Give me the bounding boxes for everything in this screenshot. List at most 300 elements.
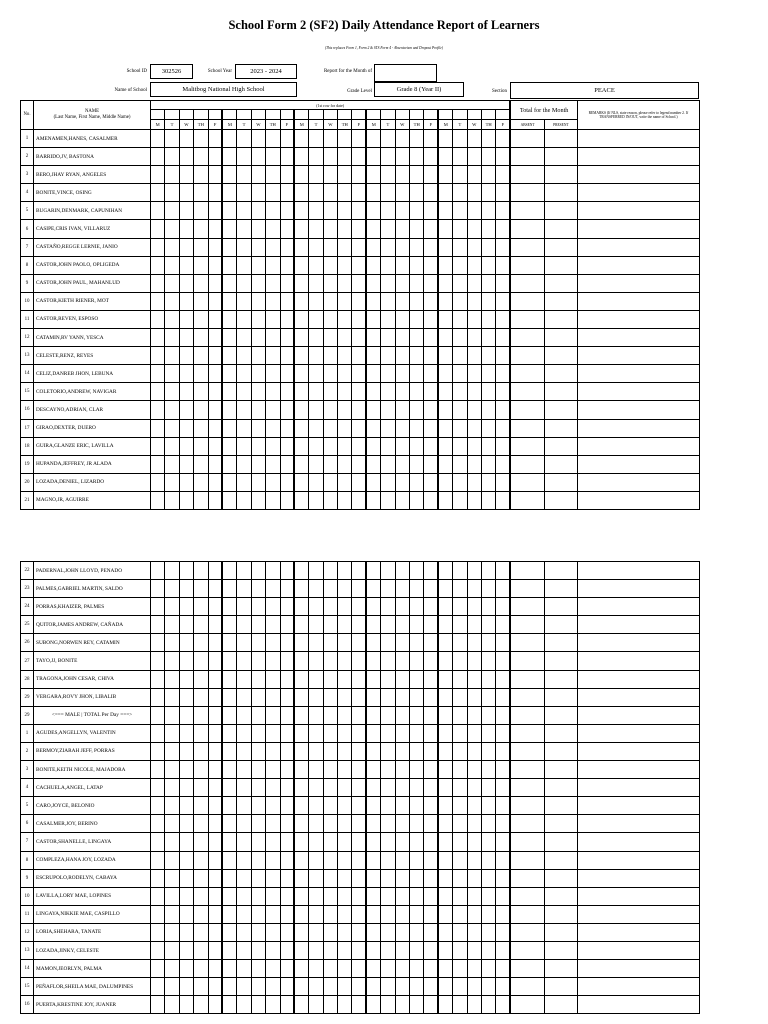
attendance-cell[interactable]	[294, 941, 308, 959]
attendance-cell[interactable]	[352, 851, 366, 869]
attendance-cell[interactable]	[266, 401, 280, 419]
present-total-cell[interactable]	[544, 347, 577, 365]
attendance-cell[interactable]	[467, 310, 481, 328]
attendance-cell[interactable]	[280, 202, 294, 220]
attendance-cell[interactable]	[280, 455, 294, 473]
attendance-cell[interactable]	[381, 148, 395, 166]
attendance-cell[interactable]	[237, 473, 251, 491]
absent-total-cell[interactable]	[510, 238, 544, 256]
absent-total-cell[interactable]	[510, 652, 544, 670]
attendance-cell[interactable]	[294, 220, 308, 238]
attendance-cell[interactable]	[323, 887, 337, 905]
attendance-cell[interactable]	[194, 688, 208, 706]
attendance-cell[interactable]	[294, 706, 308, 724]
attendance-cell[interactable]	[410, 166, 424, 184]
attendance-cell[interactable]	[309, 706, 323, 724]
attendance-cell[interactable]	[381, 779, 395, 797]
attendance-cell[interactable]	[266, 851, 280, 869]
attendance-cell[interactable]	[467, 329, 481, 347]
attendance-cell[interactable]	[237, 941, 251, 959]
date-cell[interactable]	[338, 110, 352, 120]
attendance-cell[interactable]	[323, 347, 337, 365]
remarks-cell[interactable]	[577, 779, 699, 797]
attendance-cell[interactable]	[352, 761, 366, 779]
attendance-cell[interactable]	[151, 347, 165, 365]
attendance-cell[interactable]	[352, 996, 366, 1014]
attendance-cell[interactable]	[352, 978, 366, 996]
attendance-cell[interactable]	[481, 616, 495, 634]
remarks-cell[interactable]	[577, 598, 699, 616]
attendance-cell[interactable]	[381, 724, 395, 742]
attendance-cell[interactable]	[438, 761, 452, 779]
attendance-cell[interactable]	[410, 815, 424, 833]
attendance-cell[interactable]	[294, 905, 308, 923]
attendance-cell[interactable]	[395, 779, 409, 797]
attendance-cell[interactable]	[309, 616, 323, 634]
attendance-cell[interactable]	[395, 869, 409, 887]
attendance-cell[interactable]	[481, 941, 495, 959]
attendance-cell[interactable]	[395, 292, 409, 310]
attendance-cell[interactable]	[496, 851, 510, 869]
attendance-cell[interactable]	[424, 365, 438, 383]
attendance-cell[interactable]	[323, 383, 337, 401]
attendance-cell[interactable]	[496, 634, 510, 652]
attendance-cell[interactable]	[280, 670, 294, 688]
attendance-cell[interactable]	[467, 184, 481, 202]
attendance-cell[interactable]	[179, 960, 193, 978]
attendance-cell[interactable]	[280, 761, 294, 779]
attendance-cell[interactable]	[366, 742, 380, 760]
attendance-cell[interactable]	[381, 274, 395, 292]
attendance-cell[interactable]	[179, 220, 193, 238]
attendance-cell[interactable]	[222, 598, 236, 616]
attendance-cell[interactable]	[438, 365, 452, 383]
remarks-cell[interactable]	[577, 148, 699, 166]
date-cell[interactable]	[294, 110, 308, 120]
attendance-cell[interactable]	[266, 310, 280, 328]
attendance-cell[interactable]	[496, 833, 510, 851]
absent-total-cell[interactable]	[510, 562, 544, 580]
attendance-cell[interactable]	[338, 274, 352, 292]
attendance-cell[interactable]	[151, 815, 165, 833]
attendance-cell[interactable]	[266, 184, 280, 202]
absent-total-cell[interactable]	[510, 292, 544, 310]
attendance-cell[interactable]	[381, 329, 395, 347]
attendance-cell[interactable]	[165, 473, 179, 491]
attendance-cell[interactable]	[381, 652, 395, 670]
attendance-cell[interactable]	[165, 130, 179, 148]
attendance-cell[interactable]	[251, 437, 265, 455]
attendance-cell[interactable]	[438, 887, 452, 905]
remarks-cell[interactable]	[577, 797, 699, 815]
absent-total-cell[interactable]	[510, 996, 544, 1014]
attendance-cell[interactable]	[208, 329, 222, 347]
attendance-cell[interactable]	[453, 491, 467, 509]
attendance-cell[interactable]	[179, 580, 193, 598]
attendance-cell[interactable]	[481, 238, 495, 256]
attendance-cell[interactable]	[366, 598, 380, 616]
attendance-cell[interactable]	[294, 851, 308, 869]
attendance-cell[interactable]	[424, 634, 438, 652]
attendance-cell[interactable]	[208, 616, 222, 634]
attendance-cell[interactable]	[381, 869, 395, 887]
attendance-cell[interactable]	[165, 274, 179, 292]
attendance-cell[interactable]	[194, 670, 208, 688]
attendance-cell[interactable]	[352, 616, 366, 634]
attendance-cell[interactable]	[151, 616, 165, 634]
attendance-cell[interactable]	[151, 365, 165, 383]
remarks-cell[interactable]	[577, 383, 699, 401]
attendance-cell[interactable]	[366, 652, 380, 670]
attendance-cell[interactable]	[338, 905, 352, 923]
attendance-cell[interactable]	[410, 184, 424, 202]
attendance-cell[interactable]	[496, 256, 510, 274]
attendance-cell[interactable]	[467, 869, 481, 887]
attendance-cell[interactable]	[266, 688, 280, 706]
attendance-cell[interactable]	[338, 401, 352, 419]
attendance-cell[interactable]	[294, 634, 308, 652]
attendance-cell[interactable]	[151, 598, 165, 616]
absent-total-cell[interactable]	[510, 383, 544, 401]
attendance-cell[interactable]	[208, 724, 222, 742]
attendance-cell[interactable]	[151, 851, 165, 869]
attendance-cell[interactable]	[208, 491, 222, 509]
attendance-cell[interactable]	[194, 978, 208, 996]
absent-total-cell[interactable]	[510, 274, 544, 292]
attendance-cell[interactable]	[165, 833, 179, 851]
present-total-cell[interactable]	[544, 274, 577, 292]
attendance-cell[interactable]	[467, 887, 481, 905]
attendance-cell[interactable]	[453, 562, 467, 580]
attendance-cell[interactable]	[151, 905, 165, 923]
attendance-cell[interactable]	[151, 869, 165, 887]
attendance-cell[interactable]	[453, 742, 467, 760]
attendance-cell[interactable]	[453, 652, 467, 670]
attendance-cell[interactable]	[424, 491, 438, 509]
attendance-cell[interactable]	[151, 419, 165, 437]
attendance-cell[interactable]	[323, 652, 337, 670]
attendance-cell[interactable]	[179, 491, 193, 509]
attendance-cell[interactable]	[366, 166, 380, 184]
present-total-cell[interactable]	[544, 851, 577, 869]
attendance-cell[interactable]	[222, 437, 236, 455]
attendance-cell[interactable]	[410, 220, 424, 238]
attendance-cell[interactable]	[338, 238, 352, 256]
attendance-cell[interactable]	[338, 220, 352, 238]
present-total-cell[interactable]	[544, 706, 577, 724]
attendance-cell[interactable]	[280, 473, 294, 491]
attendance-cell[interactable]	[453, 779, 467, 797]
attendance-cell[interactable]	[410, 491, 424, 509]
remarks-cell[interactable]	[577, 688, 699, 706]
absent-total-cell[interactable]	[510, 419, 544, 437]
attendance-cell[interactable]	[467, 401, 481, 419]
attendance-cell[interactable]	[280, 634, 294, 652]
attendance-cell[interactable]	[266, 833, 280, 851]
attendance-cell[interactable]	[323, 329, 337, 347]
attendance-cell[interactable]	[151, 437, 165, 455]
attendance-cell[interactable]	[453, 148, 467, 166]
attendance-cell[interactable]	[410, 401, 424, 419]
attendance-cell[interactable]	[194, 905, 208, 923]
attendance-cell[interactable]	[151, 978, 165, 996]
attendance-cell[interactable]	[410, 851, 424, 869]
attendance-cell[interactable]	[266, 562, 280, 580]
absent-total-cell[interactable]	[510, 797, 544, 815]
attendance-cell[interactable]	[395, 184, 409, 202]
attendance-cell[interactable]	[381, 455, 395, 473]
attendance-cell[interactable]	[237, 833, 251, 851]
attendance-cell[interactable]	[338, 761, 352, 779]
attendance-cell[interactable]	[251, 616, 265, 634]
attendance-cell[interactable]	[395, 941, 409, 959]
attendance-cell[interactable]	[338, 851, 352, 869]
attendance-cell[interactable]	[309, 797, 323, 815]
attendance-cell[interactable]	[208, 688, 222, 706]
attendance-cell[interactable]	[237, 905, 251, 923]
attendance-cell[interactable]	[481, 184, 495, 202]
attendance-cell[interactable]	[266, 887, 280, 905]
present-total-cell[interactable]	[544, 329, 577, 347]
attendance-cell[interactable]	[467, 598, 481, 616]
present-total-cell[interactable]	[544, 833, 577, 851]
attendance-cell[interactable]	[208, 256, 222, 274]
attendance-cell[interactable]	[352, 202, 366, 220]
attendance-cell[interactable]	[338, 779, 352, 797]
attendance-cell[interactable]	[179, 996, 193, 1014]
attendance-cell[interactable]	[453, 347, 467, 365]
attendance-cell[interactable]	[280, 256, 294, 274]
present-total-cell[interactable]	[544, 166, 577, 184]
attendance-cell[interactable]	[309, 905, 323, 923]
attendance-cell[interactable]	[165, 797, 179, 815]
present-total-cell[interactable]	[544, 869, 577, 887]
attendance-cell[interactable]	[424, 202, 438, 220]
attendance-cell[interactable]	[366, 580, 380, 598]
attendance-cell[interactable]	[280, 383, 294, 401]
attendance-cell[interactable]	[194, 887, 208, 905]
absent-total-cell[interactable]	[510, 670, 544, 688]
attendance-cell[interactable]	[338, 202, 352, 220]
attendance-cell[interactable]	[438, 220, 452, 238]
remarks-cell[interactable]	[577, 960, 699, 978]
attendance-cell[interactable]	[309, 652, 323, 670]
attendance-cell[interactable]	[194, 274, 208, 292]
attendance-cell[interactable]	[395, 491, 409, 509]
attendance-cell[interactable]	[481, 130, 495, 148]
attendance-cell[interactable]	[381, 634, 395, 652]
attendance-cell[interactable]	[496, 797, 510, 815]
attendance-cell[interactable]	[266, 815, 280, 833]
attendance-cell[interactable]	[338, 833, 352, 851]
remarks-cell[interactable]	[577, 616, 699, 634]
attendance-cell[interactable]	[366, 761, 380, 779]
attendance-cell[interactable]	[179, 779, 193, 797]
attendance-cell[interactable]	[352, 887, 366, 905]
attendance-cell[interactable]	[237, 184, 251, 202]
attendance-cell[interactable]	[467, 148, 481, 166]
attendance-cell[interactable]	[294, 652, 308, 670]
attendance-cell[interactable]	[251, 869, 265, 887]
attendance-cell[interactable]	[338, 960, 352, 978]
attendance-cell[interactable]	[366, 130, 380, 148]
attendance-cell[interactable]	[222, 996, 236, 1014]
attendance-cell[interactable]	[323, 274, 337, 292]
attendance-cell[interactable]	[165, 202, 179, 220]
attendance-cell[interactable]	[323, 815, 337, 833]
attendance-cell[interactable]	[395, 401, 409, 419]
attendance-cell[interactable]	[438, 184, 452, 202]
attendance-cell[interactable]	[165, 437, 179, 455]
attendance-cell[interactable]	[323, 238, 337, 256]
date-cell[interactable]	[194, 110, 208, 120]
attendance-cell[interactable]	[424, 184, 438, 202]
attendance-cell[interactable]	[165, 869, 179, 887]
attendance-cell[interactable]	[410, 437, 424, 455]
attendance-cell[interactable]	[194, 652, 208, 670]
absent-total-cell[interactable]	[510, 960, 544, 978]
absent-total-cell[interactable]	[510, 742, 544, 760]
remarks-cell[interactable]	[577, 166, 699, 184]
attendance-cell[interactable]	[222, 256, 236, 274]
attendance-cell[interactable]	[165, 779, 179, 797]
attendance-cell[interactable]	[179, 455, 193, 473]
remarks-cell[interactable]	[577, 996, 699, 1014]
attendance-cell[interactable]	[294, 996, 308, 1014]
attendance-cell[interactable]	[424, 833, 438, 851]
attendance-cell[interactable]	[165, 292, 179, 310]
attendance-cell[interactable]	[453, 905, 467, 923]
attendance-cell[interactable]	[352, 724, 366, 742]
absent-total-cell[interactable]	[510, 580, 544, 598]
attendance-cell[interactable]	[194, 598, 208, 616]
attendance-cell[interactable]	[395, 634, 409, 652]
attendance-cell[interactable]	[309, 580, 323, 598]
remarks-cell[interactable]	[577, 473, 699, 491]
attendance-cell[interactable]	[438, 742, 452, 760]
attendance-cell[interactable]	[179, 130, 193, 148]
attendance-cell[interactable]	[366, 347, 380, 365]
school-id-field[interactable]: 302526	[150, 64, 193, 79]
attendance-cell[interactable]	[381, 491, 395, 509]
attendance-cell[interactable]	[352, 815, 366, 833]
attendance-cell[interactable]	[323, 437, 337, 455]
attendance-cell[interactable]	[222, 238, 236, 256]
attendance-cell[interactable]	[309, 347, 323, 365]
attendance-cell[interactable]	[251, 923, 265, 941]
attendance-cell[interactable]	[309, 742, 323, 760]
attendance-cell[interactable]	[467, 797, 481, 815]
attendance-cell[interactable]	[424, 473, 438, 491]
attendance-cell[interactable]	[165, 256, 179, 274]
attendance-cell[interactable]	[294, 148, 308, 166]
attendance-cell[interactable]	[438, 437, 452, 455]
attendance-cell[interactable]	[323, 130, 337, 148]
present-total-cell[interactable]	[544, 670, 577, 688]
attendance-cell[interactable]	[179, 652, 193, 670]
attendance-cell[interactable]	[496, 887, 510, 905]
attendance-cell[interactable]	[453, 329, 467, 347]
attendance-cell[interactable]	[309, 220, 323, 238]
attendance-cell[interactable]	[251, 473, 265, 491]
attendance-cell[interactable]	[366, 562, 380, 580]
attendance-cell[interactable]	[208, 670, 222, 688]
attendance-cell[interactable]	[424, 274, 438, 292]
present-total-cell[interactable]	[544, 148, 577, 166]
attendance-cell[interactable]	[280, 797, 294, 815]
attendance-cell[interactable]	[251, 833, 265, 851]
present-total-cell[interactable]	[544, 652, 577, 670]
attendance-cell[interactable]	[179, 815, 193, 833]
attendance-cell[interactable]	[481, 905, 495, 923]
attendance-cell[interactable]	[381, 310, 395, 328]
attendance-cell[interactable]	[496, 905, 510, 923]
attendance-cell[interactable]	[294, 688, 308, 706]
attendance-cell[interactable]	[424, 652, 438, 670]
school-year-field[interactable]: 2023 - 2024	[235, 64, 297, 79]
attendance-cell[interactable]	[381, 960, 395, 978]
attendance-cell[interactable]	[266, 996, 280, 1014]
present-total-cell[interactable]	[544, 887, 577, 905]
attendance-cell[interactable]	[366, 670, 380, 688]
attendance-cell[interactable]	[194, 220, 208, 238]
attendance-cell[interactable]	[280, 491, 294, 509]
attendance-cell[interactable]	[352, 256, 366, 274]
attendance-cell[interactable]	[179, 706, 193, 724]
present-total-cell[interactable]	[544, 978, 577, 996]
attendance-cell[interactable]	[453, 688, 467, 706]
attendance-cell[interactable]	[424, 292, 438, 310]
attendance-cell[interactable]	[410, 652, 424, 670]
remarks-cell[interactable]	[577, 670, 699, 688]
attendance-cell[interactable]	[294, 437, 308, 455]
attendance-cell[interactable]	[165, 960, 179, 978]
attendance-cell[interactable]	[410, 310, 424, 328]
attendance-cell[interactable]	[151, 996, 165, 1014]
attendance-cell[interactable]	[395, 652, 409, 670]
attendance-cell[interactable]	[280, 779, 294, 797]
attendance-cell[interactable]	[266, 905, 280, 923]
attendance-cell[interactable]	[381, 670, 395, 688]
attendance-cell[interactable]	[309, 923, 323, 941]
attendance-cell[interactable]	[481, 797, 495, 815]
attendance-cell[interactable]	[438, 797, 452, 815]
attendance-cell[interactable]	[251, 996, 265, 1014]
attendance-cell[interactable]	[481, 202, 495, 220]
attendance-cell[interactable]	[352, 419, 366, 437]
attendance-cell[interactable]	[309, 761, 323, 779]
attendance-cell[interactable]	[381, 292, 395, 310]
attendance-cell[interactable]	[338, 455, 352, 473]
attendance-cell[interactable]	[280, 996, 294, 1014]
attendance-cell[interactable]	[467, 202, 481, 220]
attendance-cell[interactable]	[194, 202, 208, 220]
attendance-cell[interactable]	[381, 562, 395, 580]
attendance-cell[interactable]	[438, 347, 452, 365]
attendance-cell[interactable]	[467, 455, 481, 473]
attendance-cell[interactable]	[352, 797, 366, 815]
attendance-cell[interactable]	[338, 347, 352, 365]
attendance-cell[interactable]	[481, 329, 495, 347]
attendance-cell[interactable]	[194, 184, 208, 202]
attendance-cell[interactable]	[194, 292, 208, 310]
attendance-cell[interactable]	[280, 220, 294, 238]
attendance-cell[interactable]	[481, 347, 495, 365]
attendance-cell[interactable]	[165, 365, 179, 383]
attendance-cell[interactable]	[338, 383, 352, 401]
attendance-cell[interactable]	[410, 562, 424, 580]
attendance-cell[interactable]	[165, 652, 179, 670]
